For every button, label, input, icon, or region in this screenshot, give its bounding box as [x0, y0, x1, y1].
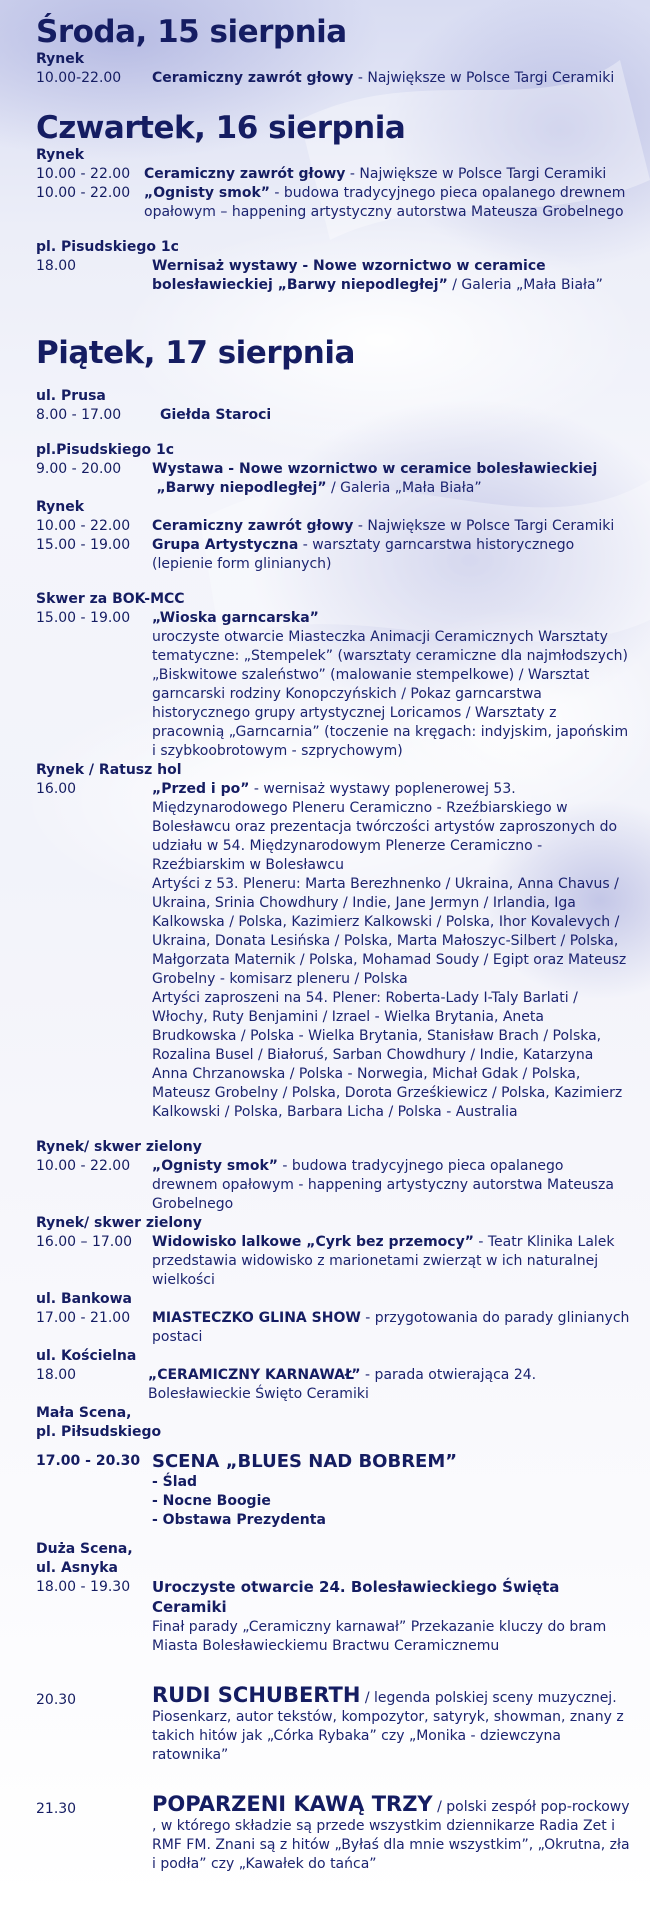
location-label: ul. Asnyka	[36, 1560, 118, 1576]
event-name: Grupa Artystyczna	[152, 537, 299, 553]
location-label: pl. Pisudskiego 1c	[36, 239, 179, 255]
location-label: Mała Scena,	[36, 1405, 132, 1421]
event-row	[36, 460, 630, 498]
event-time: 10.00 - 22.00	[36, 166, 131, 182]
event-row	[36, 1452, 630, 1530]
event-desc	[160, 406, 630, 425]
band-2: - Nocne Boogie	[152, 1493, 271, 1509]
event-name: MIASTECZKO GLINA SHOW	[152, 1310, 361, 1326]
event-desc	[152, 1578, 630, 1656]
event-details: - budowa tradycyjnego pieca opalanego drewnem opałowym – happening artystyczny autorstwa Mateusza Grobelnego	[144, 185, 626, 220]
event-time: 9.00 - 20.00	[36, 461, 122, 477]
event-time: 16.00	[36, 781, 77, 797]
event-row	[36, 184, 630, 222]
event-details: - budowa tradycyjnego pieca opalanego drewnem opałowym - happening artystyczny autorstwa Mateusza Grobelnego	[152, 1158, 614, 1212]
event-details: / polski zespół pop-rockowy , w którego składzie są przede wszystkim dziennikarze Radia Zet i RMF FM. Znani są z hitów „Byłaś dla mnie wszystkim”, „Okrutna, zła i podła” czy „Kawałek do tańca”	[152, 1799, 630, 1872]
event-desc	[152, 1309, 630, 1347]
location-label: Rynek	[36, 147, 85, 163]
event-row	[36, 406, 630, 425]
band-1: - Ślad	[152, 1474, 198, 1490]
location-label: ul. Bankowa	[36, 1291, 132, 1307]
event-time: 10.00-22.00	[36, 70, 122, 86]
event-time: 17.00 - 20.30	[36, 1453, 141, 1469]
event-details: - Największe w Polsce Targi Ceramiki	[345, 166, 607, 182]
event-details: - Teatr Klinika Lalek przedstawia widowisko z marionetami zwierząt w ich naturalnej wielkości	[152, 1234, 615, 1288]
event-time: 10.00 - 22.00	[36, 1158, 131, 1174]
event-desc	[152, 257, 630, 295]
event-details: - parada otwierająca 24. Bolesławieckie Święto Ceramiki	[148, 1367, 537, 1402]
event-row	[36, 1578, 630, 1656]
event-row	[36, 257, 630, 295]
event-desc	[144, 165, 630, 184]
artists-53: Artyści z 53. Pleneru: Marta Berezhnenko / Ukraina, Anna Chavus / Ukraina, Srinia Chowdhury / Indie, Jane Jermyn / Irlandia, Iga Kalkowska / Polska, Kazimierz Kalkowski / Polska, Ihor Kovalevych / Ukraina, Donata Lesińska / Polska, Marta Małoszyc-Silbert / Polska, Małgorzata Maternik / Polska, Mohamad Soudy / Egipt oraz Mateusz Grobelny - komisarz pleneru / Polska	[152, 876, 627, 987]
event-name: Giełda Staroci	[160, 407, 272, 423]
event-time: 18.00 - 19.30	[36, 1579, 131, 1595]
event-desc	[152, 1233, 630, 1290]
event-details: / Galeria „Mała Biała”	[447, 277, 603, 293]
artists-54: Artyści zaproszeni na 54. Plener: Roberta-Lady I-Taly Barlati / Włochy, Ruty Benjamini / Izrael - Wielka Brytania, Aneta Brudkowska / Polska - Wielka Brytania, Stanisław Brach / Polska, Rozalina Busel / Białoruś, Sarban Chowdhury / Indie, Katarzyna Anna Chrzanowska / Polska - Norwegia, Michał Gdak / Polska, Mateusz Grobelny / Polska, Dorota Grześkiewicz / Polska, Kazimierz Kalkowski / Polska, Barbara Licha / Polska - Australia	[152, 990, 623, 1120]
event-details: - przygotowania do parady glinianych postaci	[152, 1310, 630, 1345]
event-time: 15.00 - 19.00	[36, 537, 131, 553]
event-desc	[152, 1452, 630, 1530]
event-name-2: „Barwy niepodległej”	[156, 480, 327, 496]
event-row	[36, 1792, 630, 1874]
event-row	[36, 536, 630, 574]
event-row	[36, 609, 630, 761]
event-row	[36, 1366, 630, 1404]
event-name: Ceramiczny zawrót głowy	[152, 518, 354, 534]
event-time: 18.00	[36, 1367, 77, 1383]
event-time: 10.00 - 22.00	[36, 185, 131, 201]
event-name: Wernisaż wystawy - Nowe wzornictwo w ceramice bolesławieckiej „Barwy niepodległej”	[152, 258, 546, 293]
event-name: RUDI SCHUBERTH	[152, 1683, 361, 1707]
event-desc	[152, 1792, 630, 1874]
event-name: SCENA „BLUES NAD BOBREM”	[152, 1451, 458, 1472]
event-time: 21.30	[36, 1801, 77, 1817]
event-details: - warsztaty garncarstwa historycznego (lepienie form glinianych)	[152, 537, 575, 572]
event-row	[36, 780, 630, 1122]
band-3: - Obstawa Prezydenta	[152, 1512, 326, 1528]
event-desc	[152, 1683, 630, 1765]
event-time: 10.00 - 22.00	[36, 518, 131, 534]
event-details: Finał parady „Ceramiczny karnawał” Przekazanie kluczy do bram Miasta Bolesławieckiemu Bractwu Ceramicznemu	[152, 1619, 607, 1654]
event-name: „CERAMICZNY KARNAWAŁ”	[148, 1367, 361, 1383]
day-heading-friday: Piątek, 17 sierpnia	[36, 335, 355, 371]
event-time: 16.00 – 17.00	[36, 1234, 133, 1250]
event-name: POPARZENI KAWĄ TRZY	[152, 1792, 433, 1816]
event-details: / Galeria „Mała Biała”	[326, 480, 482, 496]
event-details: / legenda polskiej sceny muzycznej. Piosenkarz, autor tekstów, kompozytor, satyryk, showman, znany z takich hitów jak „Córka Rybaka” czy „Monika - dziewczyna ratownika”	[152, 1690, 624, 1763]
event-time: 20.30	[36, 1692, 77, 1708]
location-label: pl.Pisudskiego 1c	[36, 442, 175, 458]
event-details: - Największe w Polsce Targi Ceramiki	[353, 518, 615, 534]
location-label: ul. Prusa	[36, 388, 106, 404]
event-name: Ceramiczny zawrót głowy	[144, 166, 346, 182]
event-desc	[152, 609, 630, 761]
event-desc	[152, 460, 630, 498]
event-row	[36, 1683, 630, 1765]
event-desc	[152, 69, 630, 88]
location-label: Skwer za BOK-MCC	[36, 591, 185, 607]
event-name: Widowisko lalkowe „Cyrk bez przemocy”	[152, 1234, 474, 1250]
event-row	[36, 1157, 630, 1214]
location-label: ul. Kościelna	[36, 1348, 137, 1364]
event-desc	[152, 1157, 630, 1214]
day-heading-wednesday: Środa, 15 sierpnia	[36, 14, 347, 50]
location-label: Rynek / Ratusz hol	[36, 762, 182, 778]
event-name: „Wioska garncarska”	[152, 610, 319, 626]
event-name: Uroczyste otwarcie 24. Bolesławieckiego Święta Ceramiki	[152, 1578, 560, 1616]
event-name: „Ognisty smok”	[144, 185, 270, 201]
location-label: Rynek	[36, 51, 85, 67]
event-desc	[152, 536, 630, 574]
location-label: Rynek/ skwer zielony	[36, 1139, 202, 1155]
event-time: 17.00 - 21.00	[36, 1310, 131, 1326]
event-row	[36, 517, 630, 536]
event-row	[36, 69, 630, 88]
day-heading-thursday: Czwartek, 16 sierpnia	[36, 110, 406, 146]
event-details: - Największe w Polsce Targi Ceramiki	[353, 70, 615, 86]
event-name: Wystawa - Nowe wzornictwo w ceramice bolesławieckiej	[152, 461, 598, 477]
event-row	[36, 165, 630, 184]
event-desc	[144, 184, 630, 222]
location-label: pl. Piłsudskiego	[36, 1424, 162, 1440]
event-desc	[148, 1366, 630, 1404]
event-desc	[152, 780, 630, 1122]
event-row	[36, 1233, 630, 1290]
event-details: - wernisaż wystawy poplenerowej 53. Międzynarodowego Pleneru Ceramiczno - Rzeźbiarskiego w Bolesławcu oraz prezentacja twórczości artystów zaproszonych do udziału w 54. Międzynarodowym Plenerze Ceramiczno - Rzeźbiarskim w Bolesławcu	[152, 781, 618, 873]
event-name: „Przed i po”	[152, 781, 250, 797]
event-details: uroczyste otwarcie Miasteczka Animacji Ceramicznych Warsztaty tematyczne: „Stempelek” (warsztaty ceramiczne dla najmłodszych) „Biskwitowe szaleństwo” (malowanie stempelkowe) / Warsztat garncarski rodziny Konopczyńskich / Pokaz garncarstwa historycznego grupy artystycznej Loricamos / Warsztaty z pracownią „Garncarnia” (toczenie na kręgach: indyjskim, japońskim i szybkoobrotowym - szprychowym)	[152, 629, 629, 759]
event-time: 18.00	[36, 258, 77, 274]
event-row	[36, 1309, 630, 1347]
location-label: Duża Scena,	[36, 1541, 133, 1557]
event-time: 15.00 - 19.00	[36, 610, 131, 626]
event-name: Ceramiczny zawrót głowy	[152, 70, 354, 86]
location-label: Rynek	[36, 499, 85, 515]
event-time: 8.00 - 17.00	[36, 407, 122, 423]
event-desc	[152, 517, 630, 536]
event-name: „Ognisty smok”	[152, 1158, 278, 1174]
location-label: Rynek/ skwer zielony	[36, 1215, 202, 1231]
